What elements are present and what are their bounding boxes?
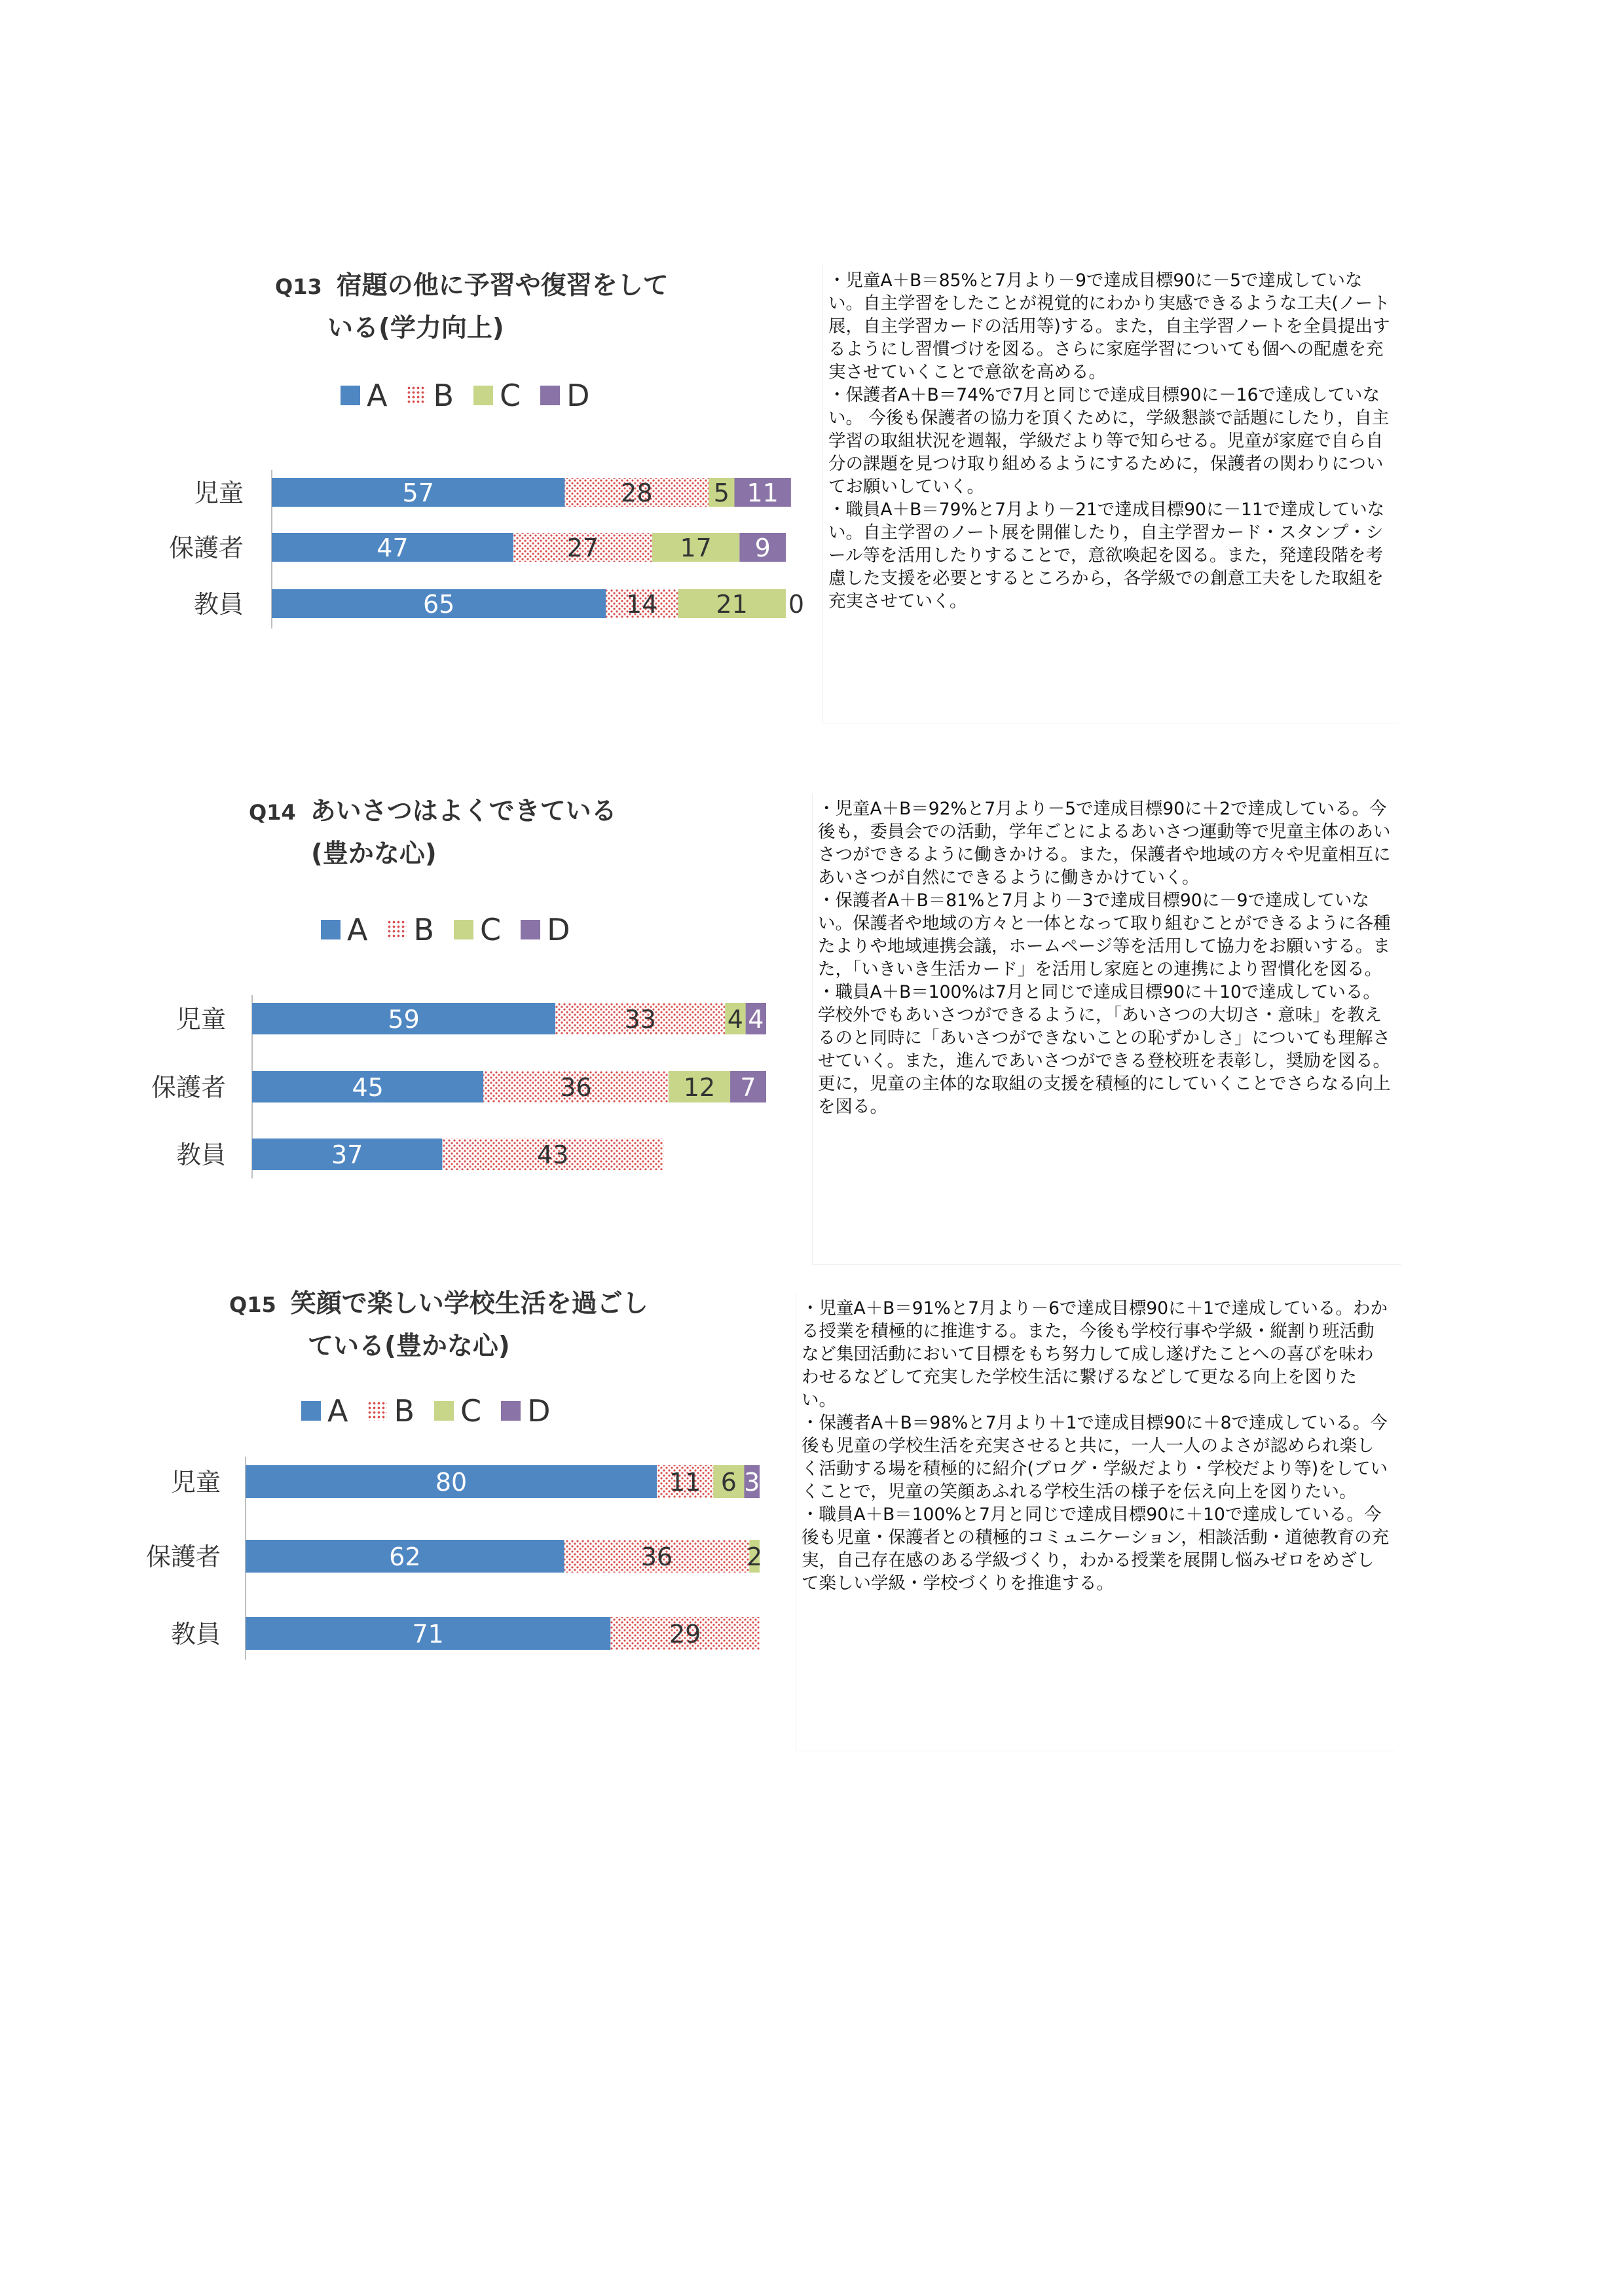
data-label: 11 bbox=[747, 479, 779, 507]
data-label: 36 bbox=[640, 1542, 673, 1571]
commentary-paragraph: ・職員A＋B＝79%と7月より－21で達成目標90に－11で達成していない。自主学習のノート展を開催したり，自主学習カード・スタンプ・シール等を活用したりすることで，意欲喚起を図る。また，発達段階を考慮した支援を必要とするところから，各学級での創意工夫をした取組を充実させていく。 bbox=[828, 500, 1385, 611]
commentary-paragraph: ・児童A＋B＝92%と7月より－5で達成目標90に＋2で達成している。今後も，委員会での活動，学年ごとによるあいさつ運動等で児童主体のあいさつができるように働きかける。また，保護者や地域の方々や児童相互にあいさつが自然にできるように働きかけていく。 bbox=[818, 799, 1391, 888]
data-label: 62 bbox=[389, 1542, 421, 1571]
data-label: 37 bbox=[331, 1140, 363, 1169]
category-label: 児童 bbox=[170, 1468, 221, 1497]
legend-label-a: A bbox=[367, 378, 388, 413]
data-label: 12 bbox=[683, 1073, 716, 1102]
commentary-paragraph: ・職員A＋B＝100%と7月と同じで達成目標90に＋10で達成している。今後も児童・保護者との積極的コミュニケーション，相談活動・道徳教育の充実，自己存在感のある学級づくり，わかる授業を展開し悩みゼロをめざして楽しい学級・学校づくりを推進する。 bbox=[802, 1504, 1390, 1594]
q14-title-line2: (豊かな心) bbox=[311, 839, 437, 869]
data-label: 4 bbox=[748, 1005, 764, 1034]
data-label: 33 bbox=[624, 1005, 656, 1034]
legend-label-d: D bbox=[547, 912, 570, 947]
q14-number: Q14 bbox=[249, 800, 296, 825]
data-label: 17 bbox=[680, 534, 712, 562]
q14-title-line1: あいさつはよくできている bbox=[310, 797, 617, 826]
data-label: 0 bbox=[788, 590, 805, 619]
category-label: 児童 bbox=[175, 1005, 226, 1034]
q15-title-line1: 笑顔で楽しい学校生活を過ごし bbox=[290, 1289, 648, 1319]
data-label: 6 bbox=[720, 1468, 737, 1497]
q13-title-line2: いる(学力向上) bbox=[327, 314, 504, 343]
legend-label-b: B bbox=[394, 1393, 415, 1429]
q15-title-line2: ている(豊かな心) bbox=[308, 1332, 510, 1361]
data-label: 7 bbox=[740, 1073, 756, 1102]
legend-label-a: A bbox=[327, 1393, 348, 1429]
data-label: 71 bbox=[412, 1620, 444, 1649]
data-label: 14 bbox=[626, 590, 658, 619]
category-label: 教員 bbox=[170, 1620, 221, 1649]
data-label: 65 bbox=[422, 590, 455, 619]
data-label: 3 bbox=[744, 1468, 760, 1497]
legend-label-d: D bbox=[566, 378, 590, 413]
q15-number: Q15 bbox=[229, 1292, 276, 1317]
legend-label-c: C bbox=[460, 1393, 482, 1429]
data-label: 5 bbox=[713, 479, 729, 507]
data-label: 45 bbox=[352, 1073, 384, 1102]
category-label: 保護者 bbox=[168, 534, 244, 562]
data-label: 21 bbox=[716, 590, 748, 619]
data-label: 59 bbox=[388, 1005, 420, 1034]
commentary-paragraph: ・保護者A＋B＝81%と7月より－3で達成目標90に－9で達成していない。保護者や地域の方々と一体となって取り組むことができるように各種たよりや地域連携会議，ホームページ等を活用して協力をお願いする。また，「いきいき生活カード」を活用し家庭との連携により習慣化を図る。 bbox=[818, 890, 1391, 979]
data-label: 27 bbox=[566, 534, 599, 562]
data-label: 4 bbox=[727, 1005, 743, 1034]
legend-label-b: B bbox=[433, 378, 454, 413]
commentary-paragraph: ・保護者A＋B＝98%と7月より＋1で達成目標90に＋8で達成している。今後も児童の学校生活を充実させると共に，一人一人のよさが認められ楽しく活動する場を積極的に紹介(ブログ・学級だより・学校だより等)をしていくことで，児童の笑顔あふれる学校生活の様子を伝え向上を図りたい。 bbox=[802, 1413, 1388, 1502]
data-label: 36 bbox=[560, 1073, 592, 1102]
category-label: 児童 bbox=[193, 479, 244, 507]
data-label: 80 bbox=[435, 1468, 468, 1497]
data-label: 9 bbox=[754, 534, 771, 562]
q13-number: Q13 bbox=[275, 274, 322, 299]
commentary-paragraph: ・保護者A＋B＝74%で7月と同じで達成目標90に－16で達成していない。 今後も保護者の協力を頂くために，学級懇談で話題にしたり，自主学習の取組状況を週報，学級だより等で知らせる。児童が家庭で自ら自分の課題を見つけ取り組めるようにするために，保護者の関わりについてお願いしていく。 bbox=[828, 385, 1390, 497]
q13-title-line1: 宿題の他に予習や復習をして bbox=[336, 271, 669, 301]
data-label: 47 bbox=[377, 534, 409, 562]
legend-label-a: A bbox=[347, 912, 368, 947]
data-label: 2 bbox=[747, 1542, 763, 1571]
legend-label-c: C bbox=[480, 912, 502, 947]
data-label: 29 bbox=[669, 1620, 701, 1649]
commentary-paragraph: ・職員A＋B＝100%は7月と同じで達成目標90に＋10で達成している。学校外でもあいさつができるように，「あいさつの大切さ・意味」を教えるのと同時に「あいさつができないことの恥ずかしさ」についても理解させていく。また，進んであいさつができる登校班を表彰し，奨励を図る。更に，児童の主体的な取組の支援を積極的にしていくことでさらなる向上を図る。 bbox=[818, 982, 1391, 1117]
commentary-paragraph: ・児童A＋B＝85%と7月より－9で達成目標90に－5で達成していない。自主学習をしたことが視覚的にわかり実感できるような工夫(ノート展，自主学習カードの活用等)する。また，自主学習ノートを全員提出するようにし習慣づけを図る。さらに家庭学習についても個への配慮を充実させていくことで意欲を高める。 bbox=[828, 270, 1390, 382]
category-label: 教員 bbox=[193, 590, 244, 619]
commentary-paragraph: ・児童A＋B＝91%と7月より－6で達成目標90に＋1で達成している。わかる授業を積極的に推進する。また，今後も学校行事や学級・縦割り班活動など集団活動において目標をもち努力して成し遂げたことへの喜びを味わわせるなどして充実した学校生活に繋げるなどして更なる向上を図りたい。 bbox=[802, 1298, 1388, 1410]
legend-label-c: C bbox=[500, 378, 521, 413]
category-label: 教員 bbox=[175, 1140, 226, 1169]
category-label: 保護者 bbox=[151, 1073, 226, 1102]
data-label: 43 bbox=[537, 1140, 569, 1169]
legend-label-d: D bbox=[527, 1393, 551, 1429]
legend-label-b: B bbox=[413, 912, 435, 947]
data-label: 11 bbox=[669, 1468, 701, 1497]
data-label: 28 bbox=[621, 479, 653, 507]
data-label: 57 bbox=[402, 479, 434, 507]
category-label: 保護者 bbox=[145, 1542, 221, 1571]
